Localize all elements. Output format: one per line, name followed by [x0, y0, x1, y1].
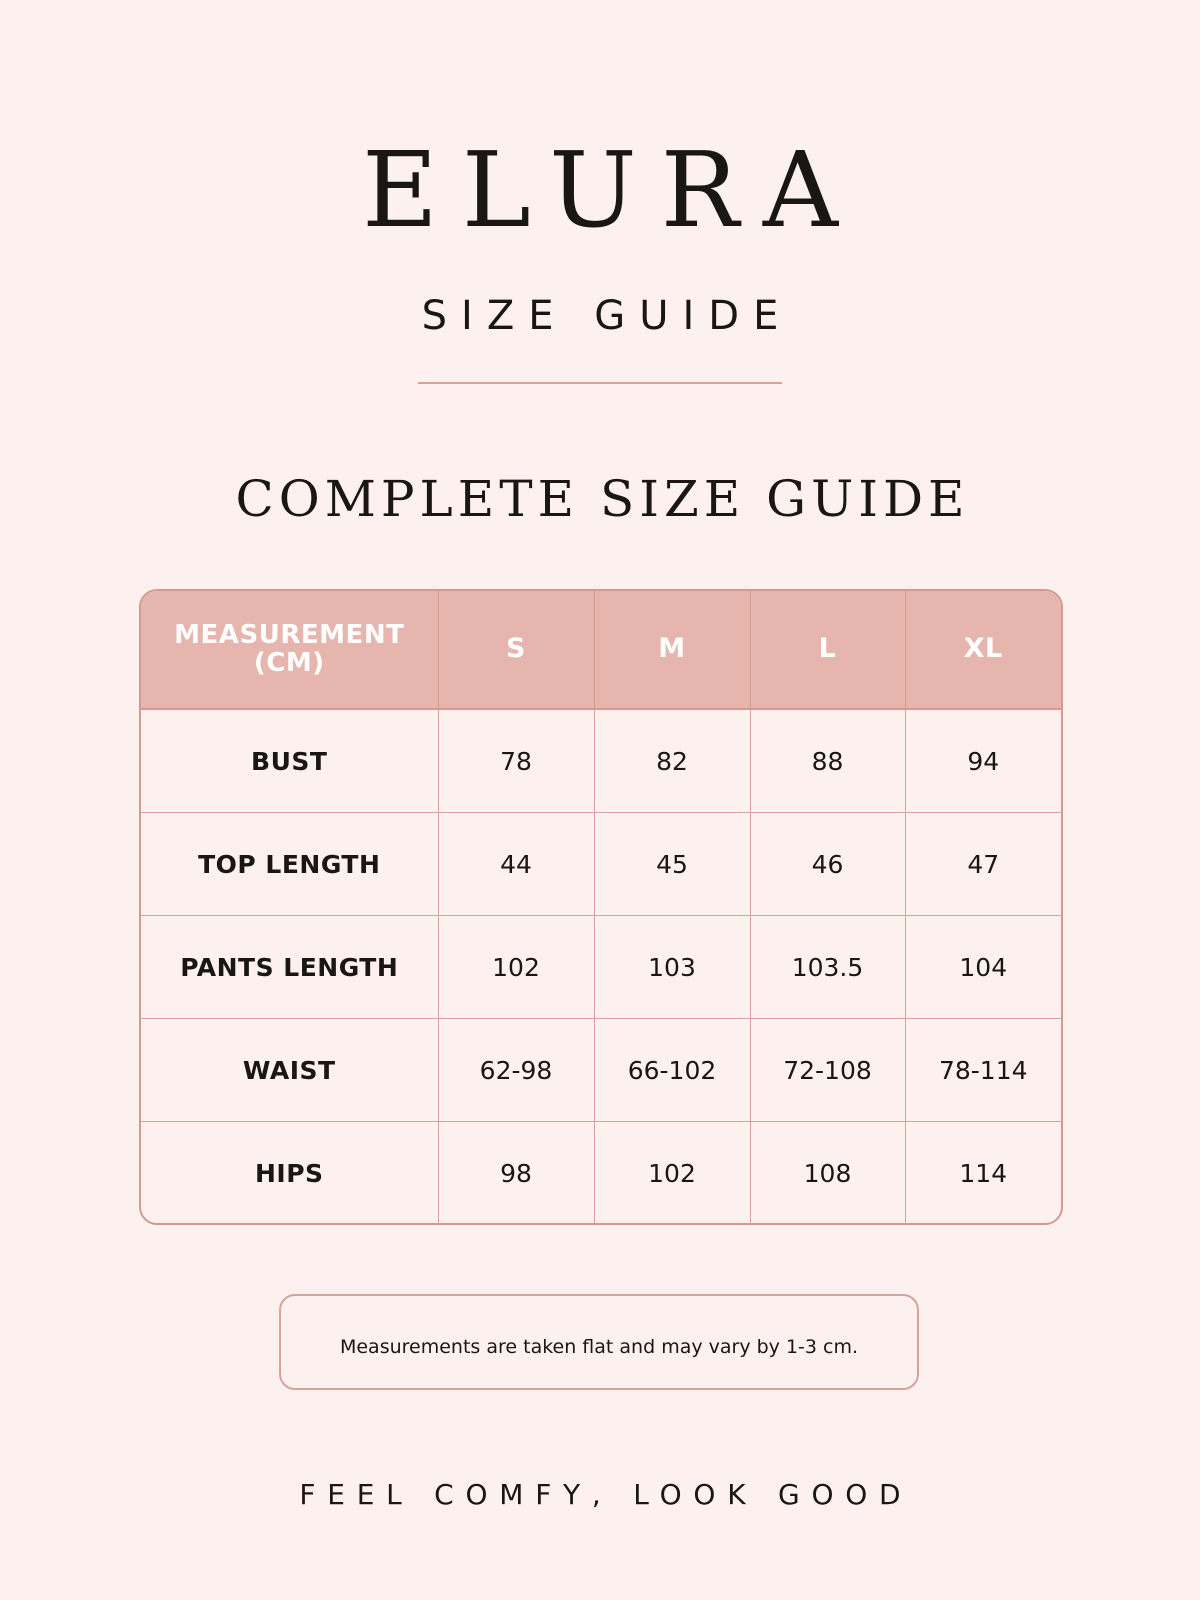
row-label: WAIST	[141, 1019, 438, 1122]
table-cell: 47	[905, 813, 1061, 916]
title-divider	[418, 382, 782, 384]
section-title: COMPLETE SIZE GUIDE	[235, 470, 970, 528]
table-cell: 78-114	[905, 1019, 1061, 1122]
table-cell: 102	[438, 916, 594, 1019]
table-header-row	[141, 591, 1061, 709]
table-row-pants-length	[141, 916, 1061, 1019]
header-size-m: M	[594, 591, 750, 709]
table-cell: 62-98	[438, 1019, 594, 1122]
brand-title: ELURA	[361, 129, 862, 251]
header-size-l: L	[750, 591, 905, 709]
table-cell: 108	[750, 1122, 905, 1225]
row-label: BUST	[141, 709, 438, 813]
table-cell: 46	[750, 813, 905, 916]
page-subtitle: SIZE GUIDE	[421, 293, 793, 339]
table-cell: 78	[438, 709, 594, 813]
table-cell: 98	[438, 1122, 594, 1225]
table-row-waist	[141, 1019, 1061, 1122]
size-table	[141, 591, 1061, 1224]
table-cell: 114	[959, 1158, 1008, 1188]
header-size-xl: XL	[905, 591, 1061, 709]
size-table-card	[139, 589, 1063, 1225]
table-row-hips	[141, 1122, 1061, 1225]
table-cell: 45	[594, 813, 750, 916]
table-cell: 104	[905, 916, 1061, 1019]
header-measurement: MEASUREMENT (CM)	[141, 591, 438, 709]
table-cell: 66-102	[594, 1019, 750, 1122]
measurement-note: Measurements are taken flat and may vary by 1-3 cm.	[279, 1294, 919, 1390]
row-label: HIPS	[141, 1122, 438, 1225]
table-row-top-length	[141, 813, 1061, 916]
header-size-s: S	[438, 591, 594, 709]
table-cell: 103.5	[750, 916, 905, 1019]
row-label: TOP LENGTH	[141, 813, 438, 916]
table-cell: 102	[594, 1122, 750, 1225]
table-row-bust	[141, 709, 1061, 813]
table-cell: 72-108	[750, 1019, 905, 1122]
row-label: PANTS LENGTH	[141, 916, 438, 1019]
table-cell: 103	[594, 916, 750, 1019]
table-cell: 94	[905, 709, 1061, 813]
table-cell: 44	[438, 813, 594, 916]
table-cell: 88	[750, 709, 905, 813]
tagline: FEEL COMFY, LOOK GOOD	[299, 1478, 913, 1511]
table-cell: 82	[594, 709, 750, 813]
